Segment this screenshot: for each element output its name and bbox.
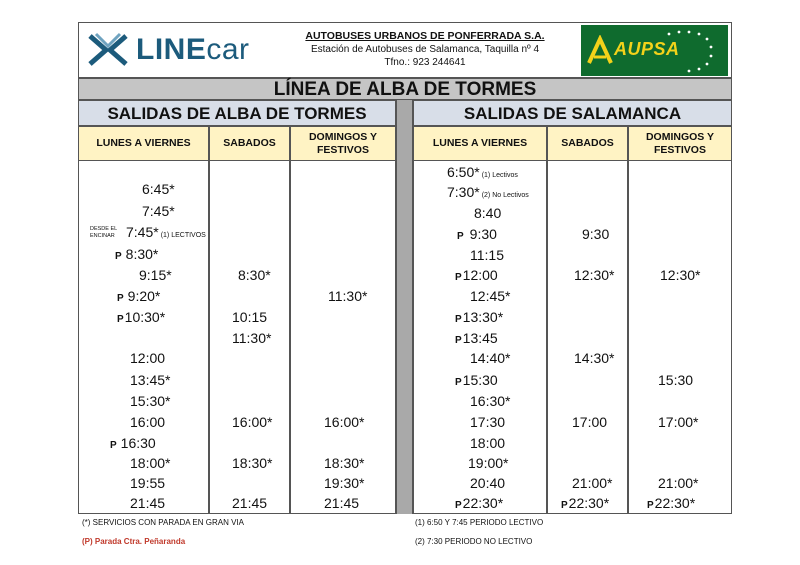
schedule-cell: P22:30* <box>455 495 504 511</box>
legend-p-stop: (P) Parada Ctra. Peñaranda <box>82 537 186 546</box>
schedule-cell: 11:15 <box>470 247 504 263</box>
schedule-cell: 11:30* <box>328 288 368 304</box>
phone-number: Tfno.: 923 244641 <box>384 57 466 68</box>
schedule-cell: 21:00* <box>572 475 613 491</box>
schedule-cell: 17:00* <box>658 414 699 430</box>
schedule-cell: P13:45 <box>455 330 498 346</box>
linecar-wordmark: LINEcar <box>136 33 250 66</box>
schedule-cell: P10:30* <box>117 309 166 325</box>
aupsa-emblem-icon <box>587 35 613 65</box>
schedule-cell: 18:00* <box>130 455 171 471</box>
schedule-cell: 19:55 <box>130 475 166 491</box>
schedule-cell: 19:30* <box>324 475 365 491</box>
center-divider <box>396 100 413 514</box>
schedule-cell: P 9:30 <box>457 226 497 242</box>
company-info <box>255 30 595 69</box>
schedule-cell: 12:00 <box>130 350 166 366</box>
schedule-cell: 17:00 <box>572 414 608 430</box>
schedule-cell: 9:15* <box>139 267 172 283</box>
left-col-weekdays: LUNES A VIERNES <box>78 126 209 161</box>
schedule-cell: 14:30* <box>574 350 615 366</box>
schedule-cell: 20:40 <box>470 475 506 491</box>
schedule-cell: P15:30 <box>455 372 498 388</box>
aupsa-logo <box>581 25 728 76</box>
line-title: LÍNEA DE ALBA DE TORMES <box>78 78 732 100</box>
schedule-cell: 6:50* (1) Lectivos <box>447 164 518 180</box>
schedule-cell: 18:00 <box>470 435 506 451</box>
linecar-x-icon <box>86 32 130 68</box>
schedule-cell: 18:30* <box>232 455 273 471</box>
schedule-cell: P12:00 <box>455 267 498 283</box>
schedule-cell: 21:45 <box>130 495 166 511</box>
schedule-cell: P22:30* <box>647 495 696 511</box>
schedule-cell: 7:45* <box>142 203 175 219</box>
schedule-cell: P22:30* <box>561 495 610 511</box>
schedule-cell: 17:30 <box>470 414 506 430</box>
schedule-cell: 7:45* (1) LECTIVOS <box>126 224 206 240</box>
schedule-cell: 16:30* <box>470 393 511 409</box>
left-col-sundays: DOMINGOS Y FESTIVOS <box>290 126 396 161</box>
legend-note-2: (2) 7:30 PERIODO NO LECTIVO <box>415 537 533 546</box>
schedule-cell: 6:45* <box>142 181 175 197</box>
schedule-cell: 14:40* <box>470 350 511 366</box>
schedule-cell: P 16:30 <box>110 435 156 451</box>
right-sundays-column <box>628 161 732 514</box>
schedule-cell: 10:15 <box>232 309 268 325</box>
schedule-cell: 8:40 <box>474 205 502 221</box>
right-col-sundays: DOMINGOS Y FESTIVOS <box>628 126 732 161</box>
schedule-cell: 9:30 <box>582 226 610 242</box>
schedule-cell: 13:45* <box>130 372 171 388</box>
legend-asterisk: (*) SERVICIOS CON PARADA EN GRAN VIA <box>82 518 244 527</box>
schedule-cell: 18:30* <box>324 455 365 471</box>
schedule-cell: 16:00 <box>130 414 166 430</box>
aupsa-wordmark: AUPSA <box>614 39 680 59</box>
schedule-cell: 15:30* <box>130 393 171 409</box>
schedule-cell: 19:00* <box>468 455 509 471</box>
linecar-logo <box>86 30 250 70</box>
encinar-note: DESDE EL ENCINAR <box>90 226 118 239</box>
schedule-cell: 12:30* <box>574 267 615 283</box>
schedule-cell: 15:30 <box>658 372 694 388</box>
schedule-cell: 16:00* <box>324 414 365 430</box>
schedule-cell: P 8:30* <box>115 246 159 262</box>
schedule-cell: 21:00* <box>658 475 699 491</box>
schedule-cell: P 9:20* <box>117 288 161 304</box>
schedule-cell: 11:30* <box>232 330 272 346</box>
schedule-cell: 7:30* (2) No Lectivos <box>447 184 529 200</box>
schedule-cell: 16:00* <box>232 414 273 430</box>
schedule-cell: P13:30* <box>455 309 504 325</box>
station-address: Estación de Autobuses de Salamanca, Taquilla nº 4 <box>310 44 540 55</box>
schedule-cell: 12:45* <box>470 288 511 304</box>
right-col-saturdays: SABADOS <box>547 126 628 161</box>
right-col-weekdays: LUNES A VIERNES <box>413 126 547 161</box>
right-saturdays-column <box>547 161 628 514</box>
schedule-cell: 21:45 <box>232 495 268 511</box>
schedule-cell: 21:45 <box>324 495 360 511</box>
legend-note-1: (1) 6:50 Y 7:45 PERIODO LECTIVO <box>415 518 544 527</box>
schedule-cell: 12:30* <box>660 267 701 283</box>
left-section-heading: SALIDAS DE ALBA DE TORMES <box>78 100 396 126</box>
right-section-heading: SALIDAS DE SALAMANCA <box>413 100 732 126</box>
left-col-saturdays: SABADOS <box>209 126 290 161</box>
company-name: AUTOBUSES URBANOS DE PONFERRADA S.A. <box>305 30 545 42</box>
schedule-cell: 8:30* <box>238 267 271 283</box>
